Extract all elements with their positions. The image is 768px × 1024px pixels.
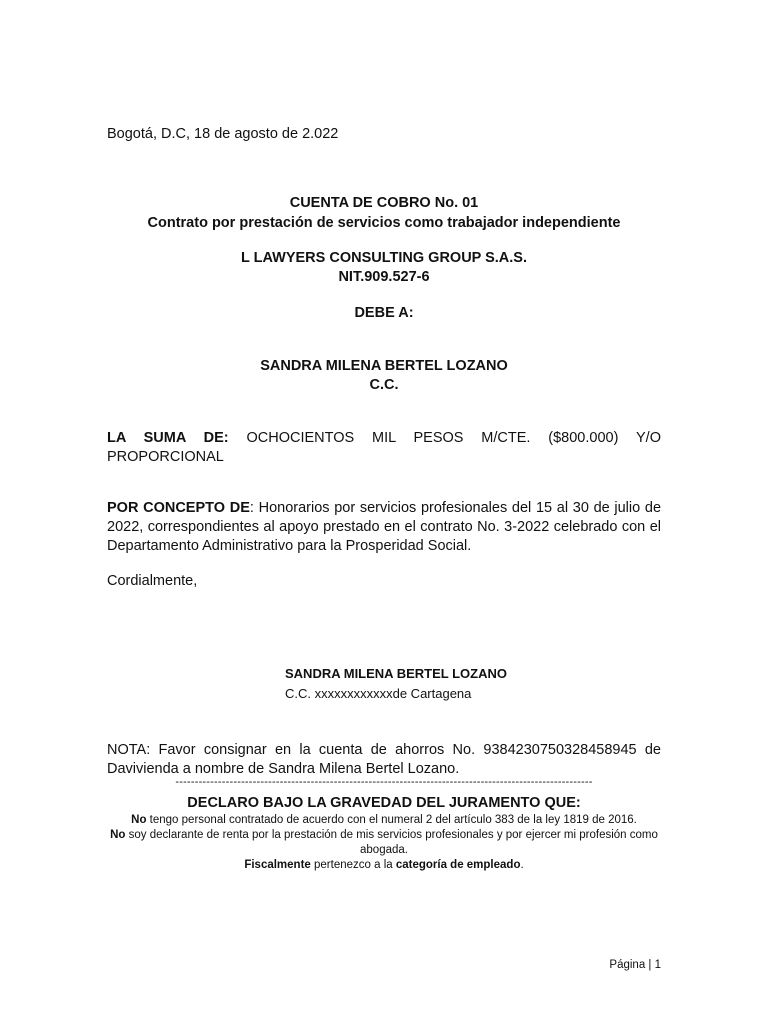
creditor-block [107,357,661,395]
declaration-line-2-bold: No [110,829,126,841]
declaration-line-3-bold: Fiscalmente [244,859,311,871]
suma-text: OCHOCIENTOS MIL PESOS M/CTE. ($800.000) Y/O PROPORCIONAL [107,430,661,465]
declaration-line-3 [100,858,668,873]
declaration-line-1-text: tengo personal contratado de acuerdo con el numeral 2 del artículo 383 de la ley 1819 de 2016. [146,814,637,826]
creditor-id: C.C. [369,377,399,393]
payment-note: NOTA: Favor consignar en la cuenta de ahorros No. 9384230750328458945 de Davivienda a nombre de Sandra Milena Bertel Lozano. [107,742,661,777]
declaration-line-2-text: soy declarante de renta por la prestación de mis servicios profesionales y por ejercer mi profesión como abogada. [125,829,658,856]
declaration-line-1 [100,813,668,828]
suma-label: LA SUMA DE: [107,430,229,446]
page-number: Página | 1 [609,959,661,971]
creditor-name: SANDRA MILENA BERTEL LOZANO [260,358,508,374]
declaration-line-3-bold2: categoría de empleado [395,859,521,871]
company-nit: NIT.909.527-6 [338,269,430,285]
declaration-line-1-bold: No [131,814,147,826]
date-line: Bogotá, D.C, 18 de agosto de 2.022 [107,126,339,142]
declaration-title: DECLARO BAJO LA GRAVEDAD DEL JURAMENTO QUE: [187,795,581,811]
document-heading [107,194,661,234]
declaration-line-2 [100,828,668,858]
concepto-paragraph [107,499,661,556]
closing-line: Cordialmente, [107,573,198,589]
declaration-block [100,813,668,873]
document-subtitle: Contrato por prestación de servicios como trabajador independiente [147,215,621,231]
suma-paragraph [107,429,661,467]
company-name: L LAWYERS CONSULTING GROUP S.A.S. [241,250,527,266]
signature-name: SANDRA MILENA BERTEL LOZANO [285,666,507,681]
declaration-line-3-text: pertenezco a la [310,859,396,871]
concepto-text: : Honorarios por servicios profesionales del 15 al 30 de julio de 2022, correspondientes al apoyo prestado en el contrato No. 3-2022 celebrado con el Departamento Administrativo para la Prosperidad Social. [107,500,662,554]
concepto-label: POR CONCEPTO DE [107,500,250,516]
signature-id: C.C. xxxxxxxxxxxxde Cartagena [285,686,472,701]
declaration-line-3-end: . [520,859,524,871]
separator-line: ------------------------------------------------------------------------------------------------------------ [175,776,593,788]
debe-label: DEBE A: [354,305,414,321]
document-title: CUENTA DE COBRO No. 01 [289,195,479,211]
company-block [107,249,661,287]
